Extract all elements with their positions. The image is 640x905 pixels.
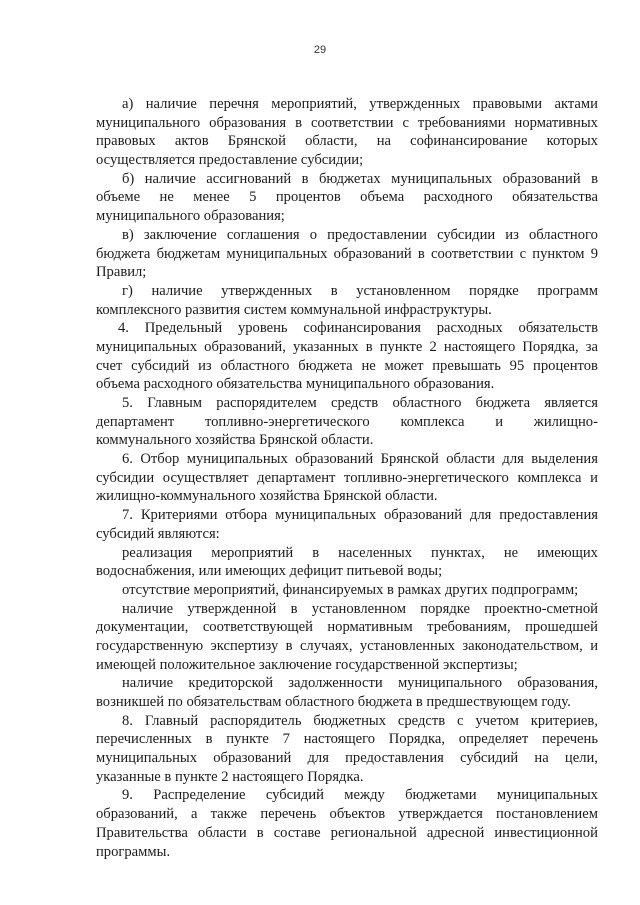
word: соглашения — [226, 226, 300, 243]
word: муниципальных — [186, 451, 288, 468]
text-line — [96, 637, 598, 656]
word: обязательства — [512, 189, 598, 206]
word: Предельный — [144, 320, 223, 337]
word: Порядка, — [388, 731, 446, 748]
text-line: комплексного развития систем коммунальной инфраструктуры. — [96, 301, 492, 318]
word: с — [456, 712, 464, 729]
word: правовых — [96, 133, 156, 150]
word: распорядитель — [210, 712, 302, 729]
text-line: Правил; — [96, 264, 147, 281]
word: субсидий — [131, 357, 190, 374]
word: не — [503, 544, 519, 561]
word: счет — [96, 357, 123, 374]
word: областного — [528, 226, 598, 243]
text-line — [96, 450, 598, 469]
word: областного — [392, 395, 462, 411]
text-line: программы. — [96, 843, 171, 860]
text-line — [96, 674, 598, 693]
word: образований — [213, 750, 292, 767]
word: перечень — [260, 806, 317, 823]
word: на — [376, 133, 391, 150]
word: 95 — [509, 357, 525, 374]
word: задолженности — [288, 675, 383, 692]
text-line — [96, 805, 598, 824]
word: правовыми — [472, 96, 543, 112]
word: области, — [305, 133, 358, 150]
word: инвестиционной — [494, 824, 598, 841]
word: случаях, — [299, 637, 353, 654]
word: нормативным — [327, 619, 413, 636]
word: между — [344, 787, 385, 804]
text-line — [96, 188, 598, 207]
word: бюджета — [475, 395, 531, 411]
word: требованиями — [417, 114, 506, 131]
word: муниципальных — [96, 750, 198, 767]
word: Главный — [144, 712, 199, 729]
word: топливно-энергетического — [204, 413, 370, 430]
word: региональной — [330, 824, 417, 841]
word: из — [198, 357, 212, 374]
word: образования — [209, 114, 287, 131]
word: бюджетах — [318, 170, 381, 187]
word: Отбор — [140, 451, 180, 468]
text-line — [96, 114, 598, 133]
word: за — [585, 338, 598, 355]
text-line — [96, 469, 598, 488]
text-line: объема расходного обязательства муниципального образования. — [96, 376, 495, 393]
word: муниципальных — [226, 245, 328, 262]
word: бюджетных — [313, 712, 387, 729]
word: процентов — [275, 189, 341, 206]
word: в — [205, 731, 213, 748]
word: 5 — [249, 189, 257, 206]
word: не — [361, 357, 376, 374]
word: порядке — [469, 282, 519, 299]
text-line: водоснабжения, или имеющих дефицит питьевой воды; — [96, 563, 443, 580]
word: актами — [554, 96, 598, 112]
page-number: 29 — [313, 44, 327, 56]
text-line — [96, 132, 598, 151]
word: наличие — [145, 96, 197, 112]
word: в — [256, 824, 264, 841]
word: перечисленных — [96, 731, 192, 748]
word: департамент — [257, 469, 336, 486]
word: соответствии — [430, 245, 514, 262]
word: экспертизу — [210, 637, 279, 654]
word: Правительства — [96, 824, 188, 841]
word: мероприятий — [211, 544, 294, 561]
word: образований, — [96, 806, 178, 823]
word: жилищно- — [533, 413, 598, 430]
word: соответствующей — [202, 619, 313, 636]
word: 9 — [590, 245, 598, 262]
word: муниципальных — [391, 170, 493, 187]
word: установленном — [356, 282, 451, 299]
text-line: жилищно-коммунального хозяйства Брянской области. — [96, 488, 438, 505]
word: бюджета — [96, 245, 151, 262]
word: комплекса — [517, 469, 582, 486]
word: наличие — [122, 675, 174, 692]
word: в — [295, 114, 303, 131]
word: комплекса — [400, 413, 465, 430]
word: 9. — [122, 787, 133, 804]
word: пунктах, — [431, 544, 485, 561]
word: 6. — [122, 451, 133, 468]
word: нормативных — [514, 114, 598, 131]
word: образований — [295, 451, 374, 468]
word: наличие — [144, 170, 196, 187]
text-line: субсидий являются: — [96, 525, 220, 542]
word: б) — [122, 170, 135, 187]
word: для — [307, 750, 329, 767]
word: муниципальных — [275, 507, 377, 524]
word: муниципальных — [496, 787, 598, 804]
word: средств — [330, 395, 379, 411]
text-line: отсутствие мероприятий, финансируемых в рамках других подпрограмм; — [122, 581, 579, 598]
text-line — [96, 95, 598, 114]
word: предоставления — [345, 750, 444, 767]
word: пункте — [226, 731, 269, 748]
word: требованиям, — [427, 619, 511, 636]
word: в — [330, 282, 338, 299]
word: пунктом — [532, 245, 585, 262]
word: бюджетам — [156, 245, 221, 262]
word: законодательством, — [462, 637, 583, 654]
word: постановлением — [496, 806, 598, 823]
word: установленных — [359, 637, 455, 654]
word: и — [590, 637, 598, 654]
word: бюджета — [298, 357, 353, 374]
word: отбора — [225, 507, 268, 524]
word: перечень — [542, 731, 598, 748]
word: субсидии — [437, 226, 496, 243]
word: в — [365, 338, 373, 355]
word: а — [190, 806, 198, 823]
word: областного — [220, 357, 290, 374]
text-line — [96, 506, 598, 525]
word: расходных — [436, 320, 503, 337]
text-line: осуществляется предоставление субсидии; — [96, 152, 364, 169]
word: о — [309, 226, 318, 243]
word: прошедшей — [525, 619, 598, 636]
word: в — [285, 637, 293, 654]
word: области — [446, 451, 495, 468]
word: из — [505, 226, 519, 243]
word: критериев, — [530, 712, 598, 729]
word: ассигнований — [206, 170, 292, 187]
word: обязательств — [518, 320, 598, 337]
word: превышать — [432, 357, 501, 374]
word: утвержденных — [369, 96, 461, 112]
word: заключение — [143, 226, 217, 243]
text-line — [96, 226, 598, 245]
word: утвержденной — [187, 600, 277, 617]
word: является — [544, 395, 598, 411]
word: может — [384, 357, 424, 374]
word: софинансирование — [410, 133, 528, 150]
word: настоящего — [303, 731, 376, 748]
text-line — [96, 618, 598, 637]
word: области — [197, 824, 247, 841]
word: порядке — [420, 600, 470, 617]
word: менее — [193, 189, 230, 206]
word: образования, — [517, 675, 598, 692]
word: образований — [333, 245, 412, 262]
word: образований, — [204, 338, 286, 355]
text-line — [96, 749, 598, 768]
word: утвержденных — [221, 282, 313, 299]
text-line — [96, 544, 598, 563]
word: субсидий — [460, 750, 519, 767]
word: топливно-энергетического — [344, 469, 509, 486]
word: 5. — [122, 395, 133, 411]
text-line — [96, 394, 598, 413]
word: объема — [360, 189, 405, 206]
word: расходного — [423, 189, 493, 206]
word: наличие — [122, 600, 174, 617]
word: также — [210, 806, 248, 823]
word: настоящего — [443, 338, 516, 355]
word: предоставления — [499, 507, 598, 524]
word: Распределение — [153, 787, 246, 804]
text-line: возникшей по обязательствам областного бюджета в предшествующем году. — [96, 694, 571, 710]
word: реализация — [122, 544, 193, 561]
word: муниципального — [96, 114, 201, 131]
word: цели, — [564, 750, 598, 767]
text-line — [96, 824, 598, 843]
word: в — [290, 600, 298, 617]
word: 7. — [122, 507, 133, 524]
text-line — [96, 600, 598, 619]
text-line — [96, 282, 598, 301]
text-line — [96, 170, 598, 189]
word: распорядителем — [216, 395, 317, 411]
word: для — [469, 507, 492, 524]
word: 4. — [118, 320, 129, 337]
document-body — [96, 95, 598, 861]
word: составе — [273, 824, 321, 841]
text-line — [96, 712, 598, 731]
word: г) — [122, 282, 133, 299]
word: Критериями — [140, 507, 218, 524]
word: кредиторской — [188, 675, 274, 692]
word: 2 — [429, 338, 437, 355]
word: средств — [397, 712, 446, 729]
word: осуществляет — [162, 469, 249, 486]
word: соответствии — [311, 114, 394, 131]
word: уровень — [237, 320, 288, 337]
word: не — [159, 189, 174, 206]
word: документации, — [96, 619, 189, 636]
word: с — [519, 245, 527, 262]
word: предоставлении — [327, 226, 427, 243]
word: адресной — [426, 824, 485, 841]
text-line — [96, 319, 598, 338]
text-line: муниципального образования; — [96, 208, 285, 225]
word: Порядка, — [522, 338, 579, 355]
word: перечня — [209, 96, 259, 112]
word: муниципального — [397, 675, 503, 692]
word: субсидии — [96, 469, 155, 486]
word: в — [312, 544, 320, 561]
word: проектно-сметной — [484, 600, 598, 617]
text-line — [96, 338, 598, 357]
word: образований — [383, 507, 463, 524]
word: которых — [546, 133, 598, 150]
word: на — [534, 750, 549, 767]
word: государственную — [96, 637, 204, 654]
word: определяет — [458, 731, 529, 748]
text-line: указанные в пункте 2 настоящего Порядка. — [96, 768, 364, 785]
word: департамент — [96, 413, 175, 430]
word: 8. — [122, 712, 133, 729]
word: в) — [122, 226, 134, 243]
text-line — [96, 786, 598, 805]
word: пункте — [379, 338, 423, 355]
text-line — [96, 730, 598, 749]
text-line: коммунального хозяйства Брянской области. — [96, 432, 374, 449]
word: утверждается — [398, 806, 483, 823]
word: в — [301, 170, 309, 187]
word: и — [495, 413, 504, 430]
word: софинансирования — [303, 320, 421, 337]
word: выделения — [531, 451, 598, 468]
word: бюджетами — [405, 787, 477, 804]
word: объеме — [96, 189, 141, 206]
word: установленном — [311, 600, 406, 617]
text-line: имеющей положительное заключение государственной экспертизы; — [96, 656, 518, 673]
word: процентов — [533, 357, 598, 374]
word: мероприятий, — [271, 96, 357, 112]
word: Брянской — [227, 133, 286, 150]
text-line — [96, 245, 598, 264]
word: Главным — [147, 395, 203, 411]
word: программ — [537, 282, 598, 299]
word: и — [590, 469, 598, 486]
word: наличие — [151, 282, 203, 299]
word: 7 — [282, 731, 290, 748]
text-line — [96, 357, 598, 376]
word: имеющих — [537, 544, 598, 561]
word: актов — [174, 133, 209, 150]
word: с — [402, 114, 409, 131]
word: Брянской — [380, 451, 439, 468]
word: образований — [502, 170, 581, 187]
word: указанных — [293, 338, 359, 355]
word: в — [417, 245, 425, 262]
word: муниципальных — [96, 338, 198, 355]
word: объектов — [329, 806, 386, 823]
word: в — [591, 170, 598, 187]
word: а) — [122, 96, 134, 112]
text-line — [96, 413, 598, 432]
word: субсидий — [265, 787, 324, 804]
word: для — [502, 451, 524, 468]
word: учетом — [475, 712, 519, 729]
word: населенных — [338, 544, 413, 561]
